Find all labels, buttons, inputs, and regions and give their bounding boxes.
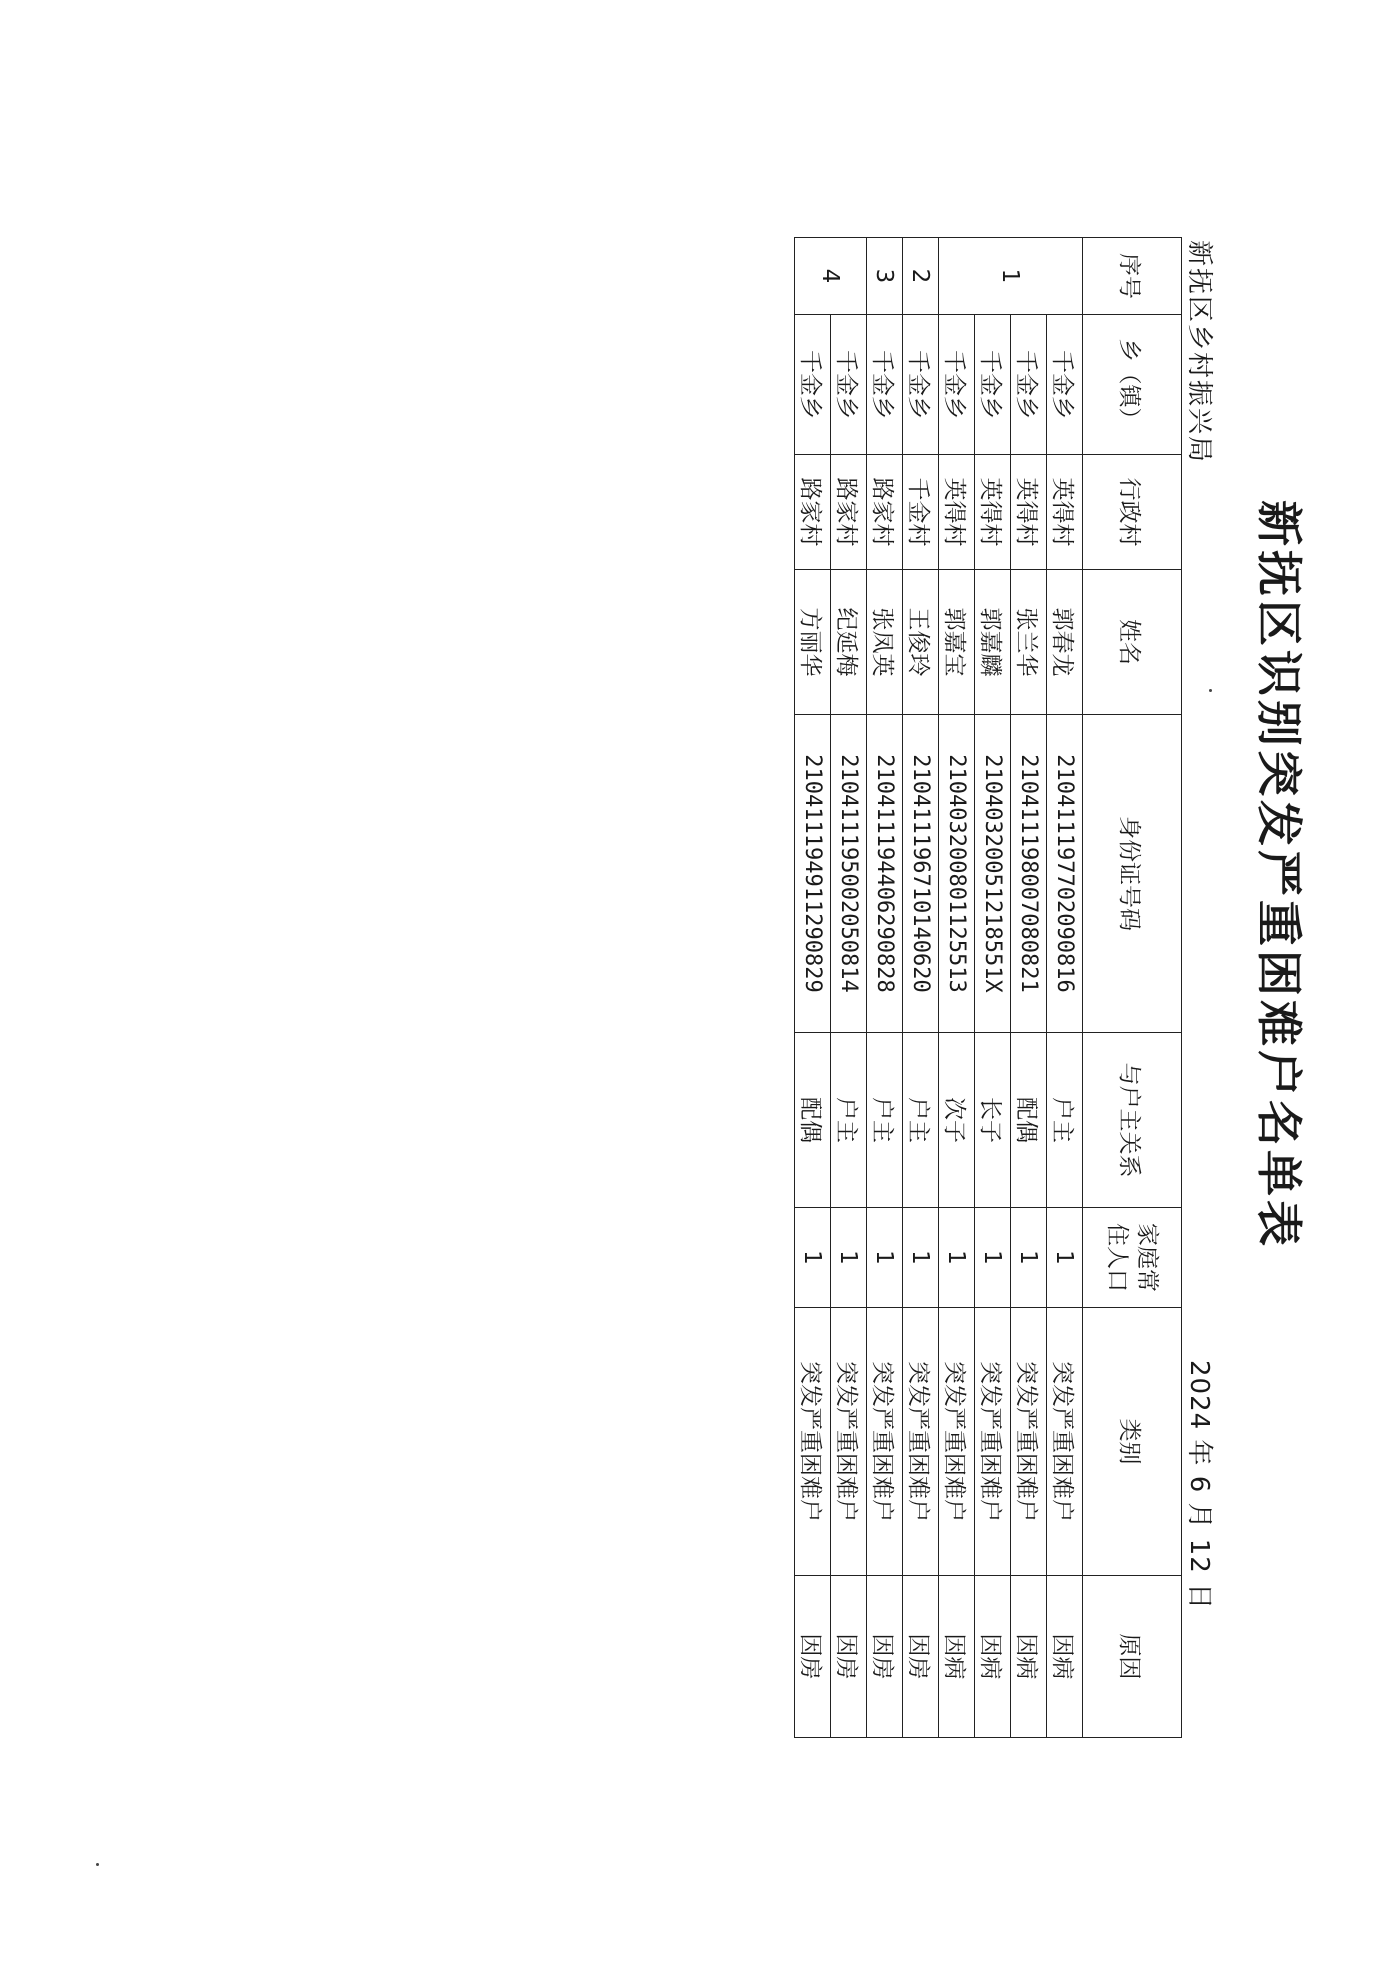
table-cell: 千金乡 — [867, 315, 903, 455]
table-cell: 户主 — [831, 1033, 867, 1208]
column-header: 原因 — [1083, 1576, 1182, 1738]
table-cell: 千金乡 — [1047, 315, 1083, 455]
table-cell: 突发严重困难户 — [831, 1308, 867, 1576]
table-cell: 郭嘉宝 — [939, 570, 975, 715]
table-cell: 因房 — [867, 1576, 903, 1738]
table-cell: 突发严重困难户 — [975, 1308, 1011, 1576]
table-cell: 1 — [795, 1208, 831, 1308]
table-cell: 1 — [939, 1208, 975, 1308]
table-cell: 1 — [903, 1208, 939, 1308]
table-cell: 英得村 — [1047, 455, 1083, 570]
table-cell: 210411194406290828 — [867, 715, 903, 1033]
table-row — [1047, 238, 1083, 1738]
issuing-organization: 新抚区乡村振兴局 — [1184, 240, 1214, 465]
table-cell: 因房 — [795, 1576, 831, 1738]
table-cell: 突发严重困难户 — [867, 1308, 903, 1576]
table-cell: 突发严重困难户 — [939, 1308, 975, 1576]
table-cell: 英得村 — [975, 455, 1011, 570]
table-cell: 210411197702090816 — [1047, 715, 1083, 1033]
table-cell: 次子 — [939, 1033, 975, 1208]
page-title: 新抚区识别突发严重困难户名单表 — [1252, 500, 1306, 1250]
table-cell: 1 — [975, 1208, 1011, 1308]
table-cell: 郭春龙 — [1047, 570, 1083, 715]
table-cell: 千金乡 — [1011, 315, 1047, 455]
table-cell: 千金乡 — [975, 315, 1011, 455]
table-cell: 因病 — [975, 1576, 1011, 1738]
table-cell: 210411196710140620 — [903, 715, 939, 1033]
table-cell: 210411194911290829 — [795, 715, 831, 1033]
seq-cell: 2 — [903, 238, 939, 315]
table-cell: 因房 — [903, 1576, 939, 1738]
column-header: 姓名 — [1083, 570, 1182, 715]
table-cell: 210403200801125513 — [939, 715, 975, 1033]
table-cell: 纪延梅 — [831, 570, 867, 715]
table-cell: 方丽华 — [795, 570, 831, 715]
table-cell: 配偶 — [795, 1033, 831, 1208]
table-cell: 户主 — [1047, 1033, 1083, 1208]
column-header: 序号 — [1083, 238, 1182, 315]
table-cell: 210411198007080821 — [1011, 715, 1047, 1033]
table-row — [975, 238, 1011, 1738]
seq-cell: 4 — [795, 238, 867, 315]
column-header: 家庭常住人口 — [1083, 1208, 1182, 1308]
table-cell: 英得村 — [939, 455, 975, 570]
table-cell: 1 — [867, 1208, 903, 1308]
table-cell: 1 — [1011, 1208, 1047, 1308]
table-cell: 因房 — [831, 1576, 867, 1738]
table-cell: 1 — [1047, 1208, 1083, 1308]
scan-speck — [96, 1863, 99, 1866]
table-cell: 1 — [831, 1208, 867, 1308]
table-cell: 210411195002050814 — [831, 715, 867, 1033]
seq-cell: 3 — [867, 238, 903, 315]
table-row — [831, 238, 867, 1738]
table-row — [939, 238, 975, 1738]
header-row — [1083, 238, 1182, 1738]
table-row — [903, 238, 939, 1738]
column-header: 类别 — [1083, 1308, 1182, 1576]
table-cell: 户主 — [867, 1033, 903, 1208]
table-row — [795, 238, 831, 1738]
table-cell: 长子 — [975, 1033, 1011, 1208]
table-cell: 千金乡 — [903, 315, 939, 455]
table-cell: 因病 — [939, 1576, 975, 1738]
table-cell: 突发严重困难户 — [903, 1308, 939, 1576]
table-row — [1011, 238, 1047, 1738]
table-cell: 张凤英 — [867, 570, 903, 715]
table-cell: 突发严重困难户 — [795, 1308, 831, 1576]
table-cell: 路家村 — [795, 455, 831, 570]
table-cell: 千金乡 — [795, 315, 831, 455]
table-cell: 王俊玲 — [903, 570, 939, 715]
column-header: 与户主关系 — [1083, 1033, 1182, 1208]
table-cell: 路家村 — [867, 455, 903, 570]
household-table — [794, 237, 1182, 1738]
table-row — [867, 238, 903, 1738]
seq-cell: 1 — [939, 238, 1083, 315]
table-cell: 千金乡 — [939, 315, 975, 455]
column-header: 行政村 — [1083, 455, 1182, 570]
table-cell: 因病 — [1047, 1576, 1083, 1738]
table-cell: 突发严重困难户 — [1011, 1308, 1047, 1576]
table-cell: 英得村 — [1011, 455, 1047, 570]
table-cell: 户主 — [903, 1033, 939, 1208]
table-cell: 因病 — [1011, 1576, 1047, 1738]
table-cell: 千金乡 — [831, 315, 867, 455]
column-header: 乡（镇） — [1083, 315, 1182, 455]
column-header: 身份证号码 — [1083, 715, 1182, 1033]
table-cell: 突发严重困难户 — [1047, 1308, 1083, 1576]
table-cell: 张兰华 — [1011, 570, 1047, 715]
document-date: 2024 年 6 月 12 日 — [1184, 1360, 1214, 1611]
table-cell: 路家村 — [831, 455, 867, 570]
table-cell: 配偶 — [1011, 1033, 1047, 1208]
table-cell: 郭嘉麟 — [975, 570, 1011, 715]
table-cell: 21040320051218551X — [975, 715, 1011, 1033]
table-cell: 千金村 — [903, 455, 939, 570]
scan-speck — [1209, 689, 1212, 692]
